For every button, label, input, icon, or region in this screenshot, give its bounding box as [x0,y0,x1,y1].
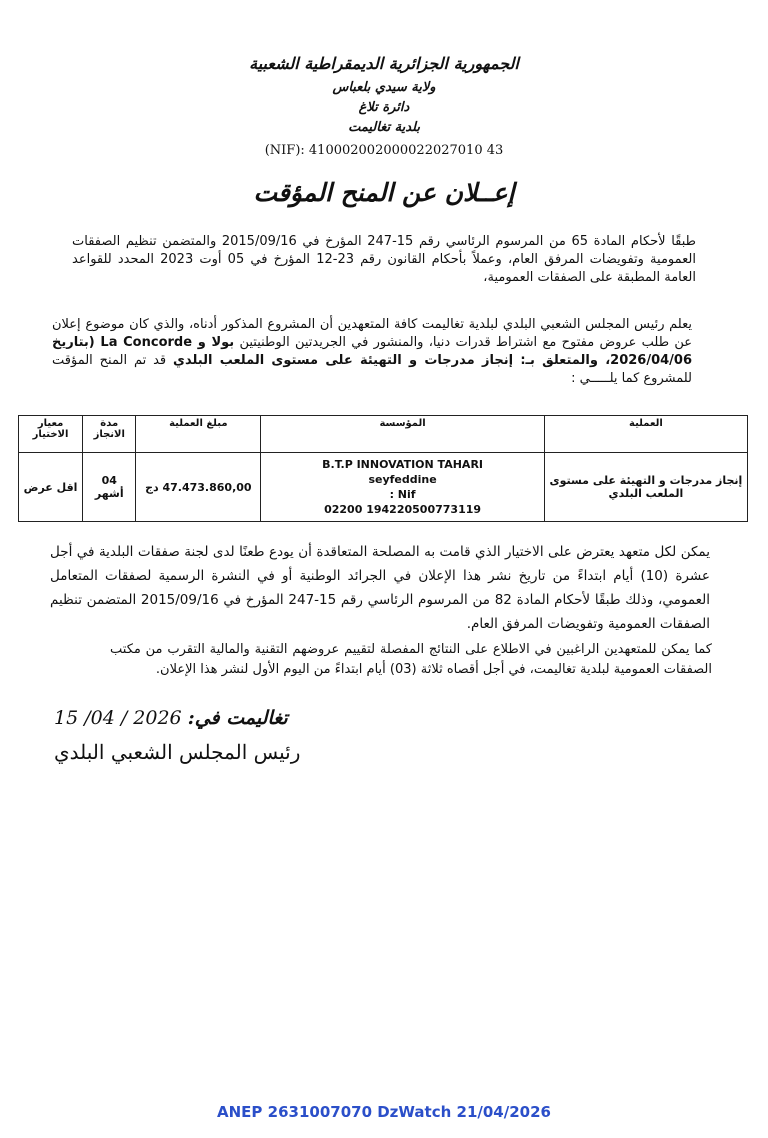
header-company: المؤسسة [261,416,545,453]
company-nif-value: 194220500773119 02200 [324,503,482,516]
results-paragraph: كما يمكن للمتعهدين الراغبين في الاطلاع على النتائج المفصلة لتقييم عروضهم التقنية والمالية التقرب من مكتب الصفقات العمومية لبلدية تغاليمت، في أجل أقصاه ثلاثة (03) أيام ابتداءً من اليوم الأول لنشر هذا الإعلان. [110,642,712,677]
notice-part3: قد تم المنح المؤقت للمشروع كما يلـــــي : [52,353,692,386]
cell-duration: 04 أشهر [83,453,136,522]
appeal-paragraph: يمكن لكل متعهد يعترض على الاختيار الذي قامت به المصلحة المتعاقدة أن يودع طعنًا لدى لجنة صفقات البلدية في أجل عشرة (10) أيام ابتداءً من تاريخ نشر هذا الإعلان في الجرائد الوطنية أو في النشرة الرسمية لصفقات المتعامل العمومي، وذلك طبقًا لأحكام المادة 82 من المرسوم الرئاسي رقم 15-247 المؤرخ في 2015/09/16 المتضمن تنظيم الصفقات العمومية وتفويضات المرفق العام. [50,544,710,632]
cell-amount: 47.473.860,00 دج [136,453,261,522]
signature-date: 15 /04 / 2026 [54,707,182,729]
header-operation: العملية [544,416,747,453]
header-wilaya: ولاية سيدي بلعباس [332,80,436,95]
company-owner: seyfeddine [368,473,437,486]
company-name: B.T.P INNOVATION TAHARI [322,458,484,471]
award-table [18,415,748,522]
cell-criterion: اقل عرض [19,453,83,522]
header-nif: (NIF): 410002002000022027010 43 [264,143,504,158]
header-duration: مدة الانجاز [83,416,136,453]
cell-company [261,453,545,522]
page-title: إعــلان عن المنح المؤقت [253,178,515,207]
intro-paragraph: طبقًا لأحكام المادة 65 من المرسوم الرئاسي رقم 15-247 المؤرخ في 2015/09/16 والمتضمن تنظيم الصفقات العمومية وتفويضات المرفق العام، وعملاً بأحكام القانون رقم 23-12 المؤرخ في 05 أوت 2023 المحدد للقواعد العامة المطبقة على الصفقات العمومية، [72,234,697,285]
header-criterion: معيار الاختيار [19,416,83,453]
notice-part1: يعلم رئيس المجلس الشعبي البلدي لبلدية تغاليمت كافة المتعهدين أن المشروع المذكور أدناه، والذي كان موضوع إعلان عن طلب عروض مفتوح مع اشتراط قدرات دنيا، والمنشور في الجريدتين الوطنيتين [52,317,692,350]
table-row [19,453,748,522]
notice-paragraph [52,316,692,388]
header-baladia: بلدية تغاليمت [348,120,420,135]
header-amount: مبلغ العملية [136,416,261,453]
notice-newspapers: بولا و La Concorde [100,335,235,350]
cell-operation: إنجاز مدرجات و التهيئة على مستوى الملعب البلدي [544,453,747,522]
signature-place: تغاليمت في: [187,707,288,729]
header-republic: الجمهورية الجزائرية الديمقراطية الشعبية [249,54,519,73]
company-nif-label: Nif : [389,488,416,501]
notice-part2: (بتاريخ 2026/04/06، والمتعلق بـ: [52,335,693,368]
footer-reference: ANEP 2631007070 DzWatch 21/04/2026 [217,1103,551,1121]
signature-date-line [54,707,288,729]
table-header-row [19,416,748,453]
header-daira: دائرة تلاغ [358,100,410,115]
notice-project: إنجاز مدرجات و التهيئة على مستوى الملعب البلدي [173,353,514,368]
signature-title: رئيس المجلس الشعبي البلدي [54,740,301,764]
